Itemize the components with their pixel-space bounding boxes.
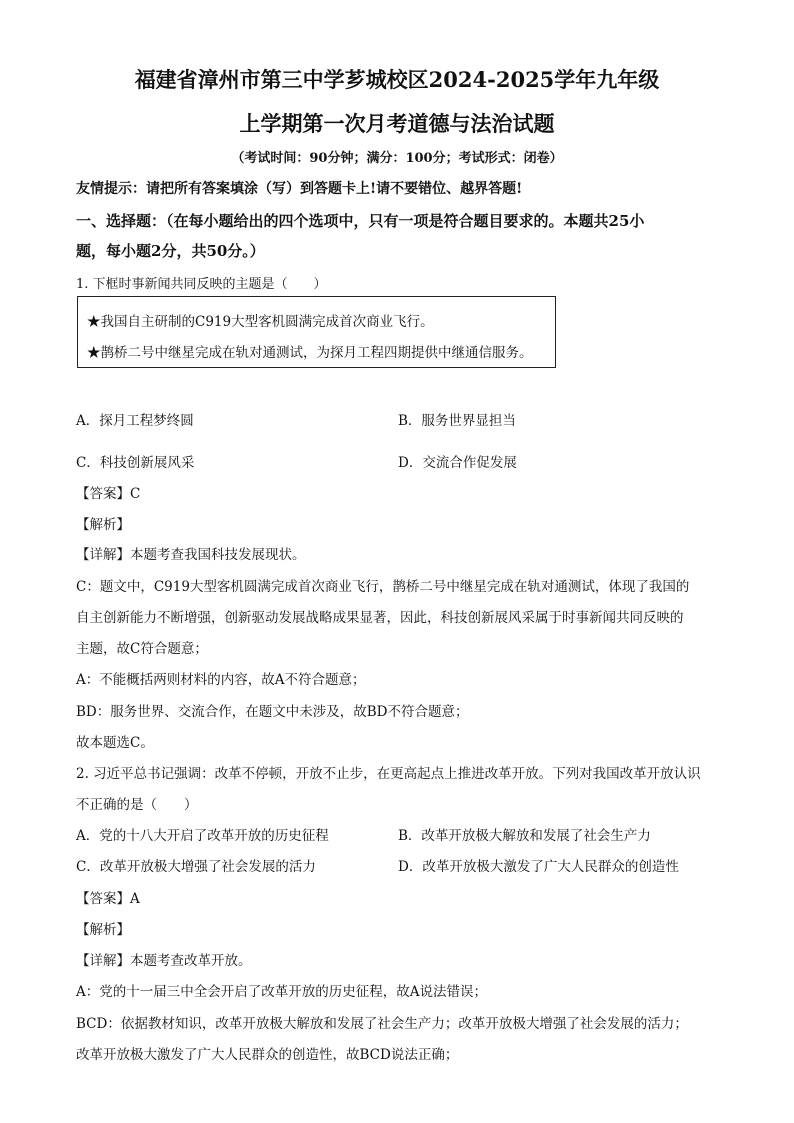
q2-option-a: A．党的十八大开启了改革开放的历史征程 [76,828,329,844]
q1-news-item-2: ★鹊桥二号中继星完成在轨对通测试，为探月工程四期提供中继通信服务。 [87,345,533,361]
q2-option-c: C．改革开放极大增强了社会发展的活力 [76,859,316,875]
q1-news-box [77,296,556,368]
exam-title-line1: 福建省漳州市第三中学芗城校区2024-2025学年九年级 [134,67,660,92]
q2-answer: 【答案】A [76,891,140,907]
q2-explanation-line: 改革开放极大激发了广大人民群众的创造性，故BCD说法正确； [76,1047,459,1063]
q1-option-c: C．科技创新展风采 [76,455,195,471]
q2-analysis-label: 【解析】 [76,922,130,938]
q2-stem-line2: 不正确的是（ ） [76,797,198,813]
q1-analysis-label: 【解析】 [76,517,130,533]
q1-answer: 【答案】C [76,486,141,502]
q2-option-b: B．改革开放极大解放和发展了社会生产力 [398,828,651,844]
q1-option-d: D．交流合作促发展 [398,455,517,471]
exam-title-line2: 上学期第一次月考道德与法治试题 [239,111,555,136]
q1-detail: 【详解】本题考查我国科技发展现状。 [76,547,306,563]
exam-info: （考试时间：90分钟；满分：100分；考试形式：闭卷） [231,151,563,166]
q2-stem-line1: 2. 习近平总书记强调：改革不停顿，开放不止步，在更高起点上推进改革开放。下列对我国改革开放认识 [76,766,701,782]
q1-explanation-line: C：题文中，C919大型客机圆满完成首次商业飞行，鹊桥二号中继星完成在轨对通测试，体现了我国的 [76,579,690,595]
q1-option-b: B．服务世界显担当 [398,413,516,429]
q1-explanation-line: 故本题选C。 [76,735,154,751]
q1-explanation-line: 自主创新能力不断增强，创新驱动发展战略成果显著，因此，科技创新展风采属于时事新闻共同反映的 [76,610,684,626]
q1-explanation-line: BD：服务世界、交流合作，在题文中未涉及，故BD不符合题意； [76,704,469,720]
q1-explanation-line: A：不能概括两则材料的内容，故A不符合题意； [76,672,366,688]
section-heading-line2: 题，每小题2分，共50分。） [76,242,265,260]
q2-explanation-line: A：党的十一届三中全会开启了改革开放的历史征程，故A说法错误； [76,984,487,1000]
q1-option-a: A．探月工程梦终圆 [76,413,194,429]
q2-explanation-line: BCD：依据教材知识，改革开放极大解放和发展了社会生产力；改革开放极大增强了社会发展的活力； [76,1016,688,1032]
q2-option-d: D．改革开放极大激发了广大人民群众的创造性 [398,859,679,875]
q1-stem: 1. 下框时事新闻共同反映的主题是（ ） [76,277,327,292]
q1-explanation-line: 主题，故C符合题意； [76,641,208,657]
section-heading-line1: 一、选择题：（在每小题给出的四个选项中，只有一项是符合题目要求的。本题共25小 [76,212,645,230]
q1-news-item-1: ★我国自主研制的C919大型客机圆满完成首次商业飞行。 [87,314,434,330]
q2-detail: 【详解】本题考查改革开放。 [76,953,252,969]
notice: 友情提示：请把所有答案填涂（写）到答题卡上!请不要错位、越界答题! [76,181,523,197]
